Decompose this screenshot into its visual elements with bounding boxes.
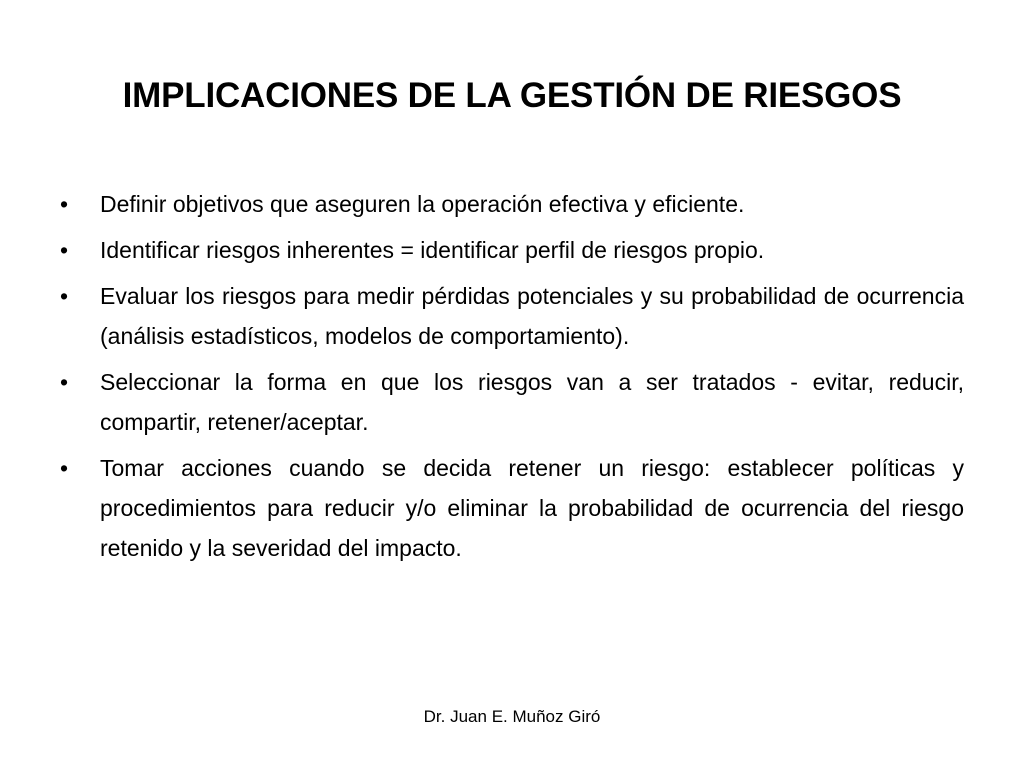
bullet-text: Definir objetivos que aseguren la operación efectiva y eficiente. xyxy=(100,191,745,217)
list-item xyxy=(60,230,964,270)
list-item xyxy=(60,362,964,442)
bullet-text: Tomar acciones cuando se decida retener un riesgo: establecer políticas y procedimientos para reducir y/o eliminar la probabilidad de ocurrencia del riesgo retenido y la severidad del impacto. xyxy=(100,455,964,561)
list-item xyxy=(60,184,964,224)
bullet-list xyxy=(60,184,964,574)
bullet-text: Seleccionar la forma en que los riesgos van a ser tratados - evitar, reducir, compartir, retener/aceptar. xyxy=(100,369,964,435)
bullet-icon: • xyxy=(60,237,69,263)
bullet-text: Identificar riesgos inherentes = identificar perfil de riesgos propio. xyxy=(100,237,765,263)
bullet-icon: • xyxy=(60,191,69,217)
list-item xyxy=(60,276,964,356)
bullet-icon: • xyxy=(60,455,69,481)
bullet-icon: • xyxy=(60,283,69,309)
slide-title: IMPLICACIONES DE LA GESTIÓN DE RIESGOS xyxy=(122,76,902,115)
bullet-text: Evaluar los riesgos para medir pérdidas potenciales y su probabilidad de ocurrencia (análisis estadísticos, modelos de comportamiento). xyxy=(100,283,964,349)
list-item xyxy=(60,448,964,568)
bullet-icon: • xyxy=(60,369,69,395)
slide-footer-author: Dr. Juan E. Muñoz Giró xyxy=(423,707,601,726)
